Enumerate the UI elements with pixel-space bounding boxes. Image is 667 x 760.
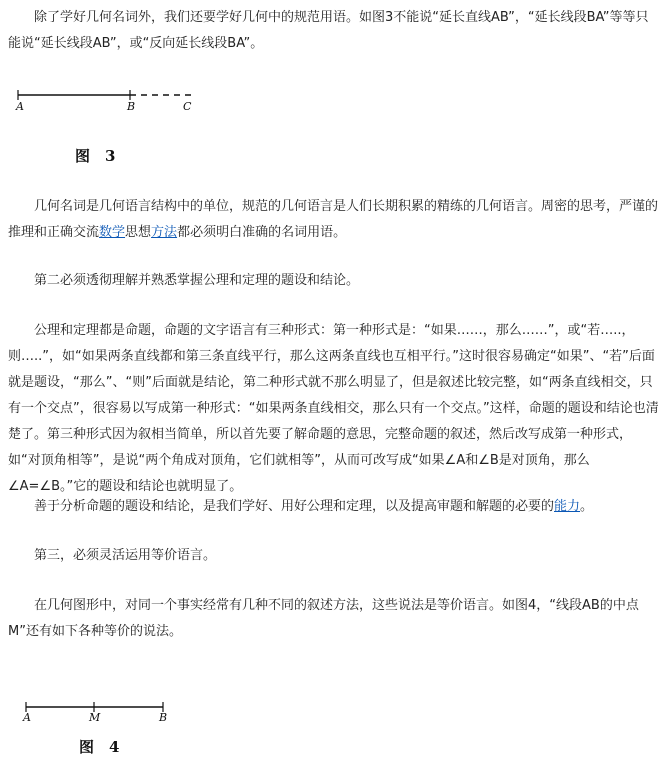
paragraph-5-text-a: 善于分析命题的题设和结论，是我们学好、用好公理和定理，以及提高审题和解题的必要的: [34, 499, 555, 514]
paragraph-2: [8, 194, 660, 246]
label-m: M: [89, 711, 101, 724]
paragraph-3: 第二必须透彻理解并熟悉掌握公理和定理的题设和结论。: [34, 273, 360, 288]
label-b: B: [127, 100, 136, 113]
paragraph-2-text-c: 都必须明白准确的名词用语。: [177, 225, 347, 240]
paragraph-1: 除了学好几何名词外，我们还要学好几何中的规范用语。如图3不能说“延长直线AB”，“延长线段BA”等等只能说“延长线段AB”，或“反向延长线段BA”。: [8, 10, 649, 51]
paragraph-2-text-b: 思想: [125, 225, 152, 240]
link-math[interactable]: 数学: [99, 225, 126, 240]
link-method[interactable]: 方法: [151, 225, 178, 240]
figure-4-caption: 图 4: [79, 738, 120, 756]
label-a: A: [23, 711, 31, 724]
paragraph-6: 第三，必须灵活运用等价语言。: [34, 548, 217, 563]
paragraph-4: 公理和定理都是命题，命题的文字语言有三种形式：第一种形式是：“如果……，那么……”，或“若…..，则…..”，如“如果两条直线都和第三条直线平行，那么这两条直线也互相平行。”这时很容易确定“如果”、“若”后面就是题设，“那么”、“则”后面就是结论，第二种形式就不那么明显了，但是叙述比较完整，如“两条直线相交，只有一个交点”，很容易以写成第一种形式：“如果两条直线相交，那么只有一个交点。”这样，命题的题设和结论也清楚了。第三种形式因为叙相当简单，所以首先要了解命题的意思，完整命题的叙述，然后改写成第一种形式，如“对顶角相等”，是说“两个角成对顶角，它们就相等”，从而可改写成“如果∠A和∠B是对顶角，那么∠A=∠B。”它的题设和结论也就明显了。: [8, 323, 659, 494]
link-ability[interactable]: 能力: [554, 499, 581, 514]
paragraph-7: 在几何图形中，对同一个事实经常有几种不同的叙述方法，这些说法是等价语言。如图4，“线段AB的中点M”还有如下各种等价的说法。: [8, 598, 639, 639]
figure-3-caption: 图 3: [75, 147, 116, 165]
label-b: B: [159, 711, 168, 724]
paragraph-2-text-a: 几何名词是几何语言结构中的单位，规范的几何语言是人们长期积累的精练的几何语言。周密的思考，严谨的推理和正确交流: [8, 199, 659, 240]
label-c: C: [183, 100, 192, 113]
paragraph-5-text-b: 。: [580, 499, 594, 514]
label-a: A: [16, 100, 24, 113]
paragraph-5: [8, 494, 660, 520]
